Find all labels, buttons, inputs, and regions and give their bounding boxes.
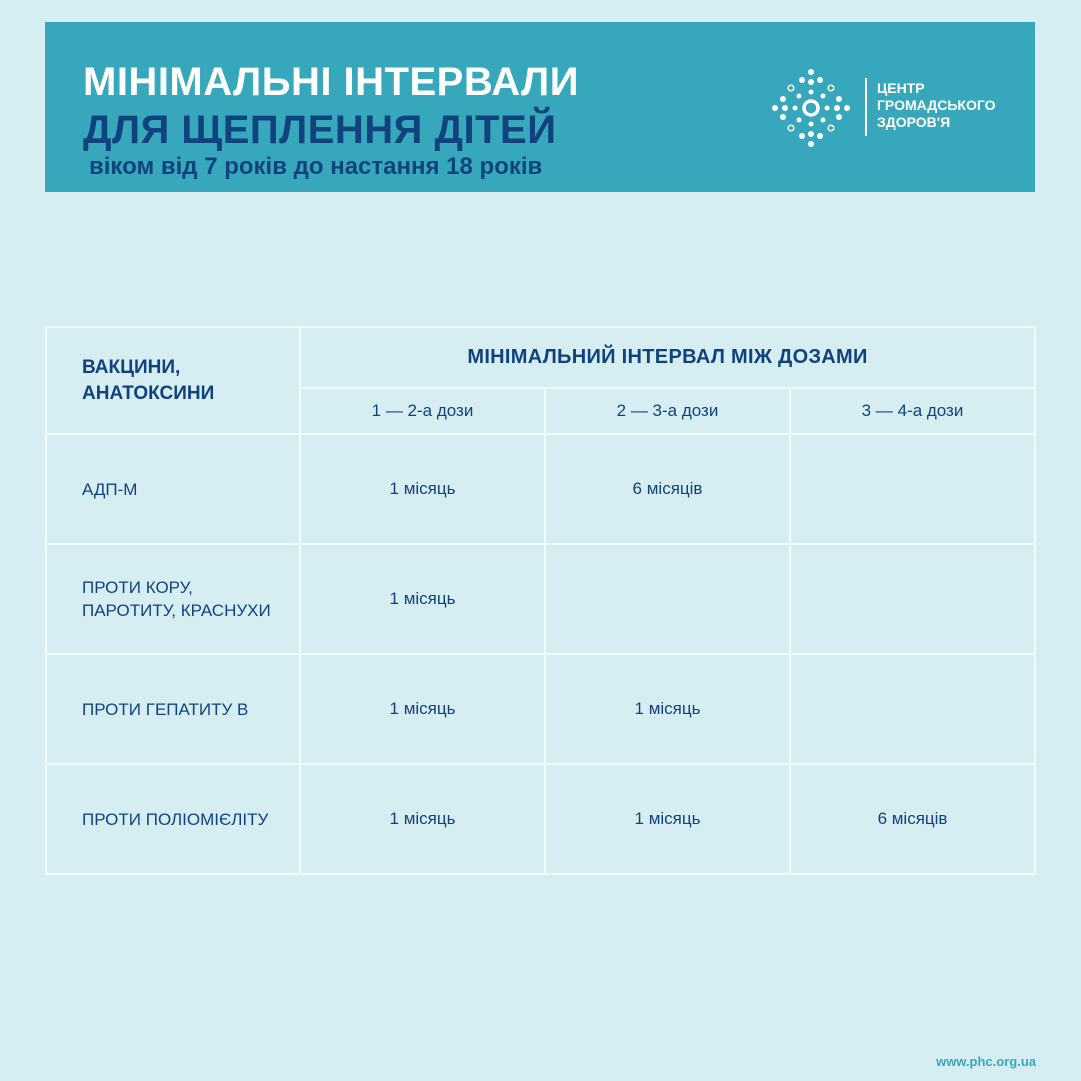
vaccine-name-line-2: ПАРОТИТУ, КРАСНУХИ <box>82 601 271 620</box>
interval-cell-1-2: 1 місяць <box>300 544 545 654</box>
header-banner <box>45 22 1035 192</box>
title-line-1: МІНІМАЛЬНІ ІНТЕРВАЛИ <box>83 60 579 104</box>
logo-text-line-2: ГРОМАДСЬКОГО <box>877 97 996 113</box>
vaccine-name-line-1: ПРОТИ ПОЛІОМІЄЛІТУ <box>82 809 269 829</box>
interval-cell-2-3: 1 місяць <box>545 764 790 874</box>
table-header-row <box>46 327 1035 388</box>
phc-dots-logo-icon <box>771 68 851 148</box>
logo-text-line-1: ЦЕНТР <box>877 80 925 96</box>
interval-cell-1-2: 1 місяць <box>300 764 545 874</box>
phc-logo[interactable] <box>771 68 1011 148</box>
interval-cell-3-4 <box>790 544 1035 654</box>
vaccination-intervals-table <box>45 326 1036 875</box>
logo-text <box>877 80 1007 131</box>
min-interval-header: МІНІМАЛЬНИЙ ІНТЕРВАЛ МІЖ ДОЗАМИ <box>300 327 1035 388</box>
vaccine-name-cell <box>46 654 300 764</box>
interval-cell-2-3: 6 місяців <box>545 434 790 544</box>
logo-divider <box>865 78 867 136</box>
interval-cell-2-3 <box>545 544 790 654</box>
website-link[interactable]: www.phc.org.ua <box>936 1054 1036 1069</box>
vaccines-header-line-2: АНАТОКСИНИ <box>82 382 215 404</box>
interval-cell-3-4 <box>790 434 1035 544</box>
interval-cell-2-3: 1 місяць <box>545 654 790 764</box>
table-row <box>46 544 1035 654</box>
title-line-2: ДЛЯ ЩЕПЛЕННЯ ДІТЕЙ <box>83 108 557 152</box>
vaccines-column-header <box>46 327 300 434</box>
interval-cell-3-4 <box>790 654 1035 764</box>
interval-cell-3-4: 6 місяців <box>790 764 1035 874</box>
subtitle: віком від 7 років до настання 18 років <box>89 153 543 180</box>
dose-header-2-3: 2 — 3-а дози <box>545 388 790 434</box>
table-row <box>46 434 1035 544</box>
dose-header-3-4: 3 — 4-а дози <box>790 388 1035 434</box>
vaccine-name-cell <box>46 764 300 874</box>
vaccine-name-line-1: АДП-М <box>82 479 138 499</box>
vaccine-name-line-1: ПРОТИ КОРУ, <box>82 578 193 597</box>
vaccines-header-line-1: ВАКЦИНИ, <box>82 356 181 378</box>
table-row <box>46 764 1035 874</box>
vaccine-name-cell <box>46 434 300 544</box>
interval-cell-1-2: 1 місяць <box>300 434 545 544</box>
table-row <box>46 654 1035 764</box>
dose-header-1-2: 1 — 2-а дози <box>300 388 545 434</box>
vaccine-name-line-1: ПРОТИ ГЕПАТИТУ В <box>82 699 249 719</box>
vaccine-name-cell <box>46 544 300 654</box>
logo-text-line-3: ЗДОРОВ'Я <box>877 114 951 130</box>
interval-cell-1-2: 1 місяць <box>300 654 545 764</box>
